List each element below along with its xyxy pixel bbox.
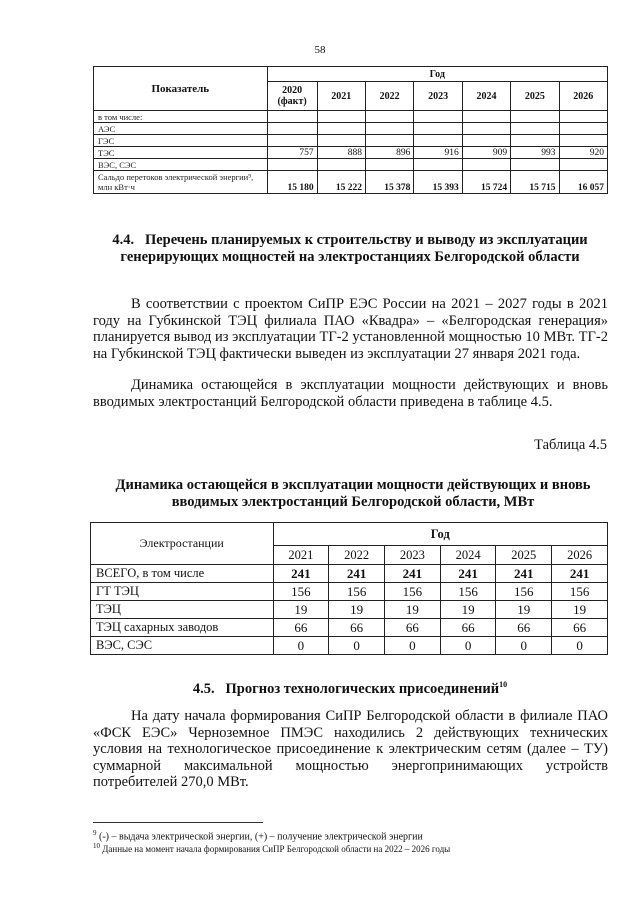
- cell: 920: [559, 147, 607, 159]
- cell: 0: [329, 637, 385, 655]
- row-label: ТЭС: [94, 147, 268, 159]
- cell: [511, 111, 559, 123]
- paragraph-text: В соответствии с проектом СиПР ЕЭС России на 2021 – 2027 годы в 2021 году на Губкинской ТЭЦ филиала ПАО «Квадра» – «Белгородская генерация» планируется вывод из эксплуатации ТГ-2 установленной мощностью 10 МВт. ТГ-2 на Губкинской ТЭЦ фактически выведен из эксплуатации 27 января 2021 года.: [93, 296, 608, 362]
- year-header: Год: [273, 523, 608, 546]
- year-cell: 2025: [496, 546, 552, 565]
- cell: 66: [496, 619, 552, 637]
- footnote-ref: 10: [499, 680, 508, 689]
- footnote-mark: 9: [93, 829, 97, 837]
- cell: [462, 123, 510, 135]
- cell: [559, 111, 607, 123]
- cell: [559, 135, 607, 147]
- station-header: Электростанции: [91, 523, 274, 565]
- section-4-4-heading: [90, 232, 610, 266]
- row-label: ВЭС, СЭС: [94, 159, 268, 171]
- cell: [414, 111, 462, 123]
- row-label: ВСЕГО, в том числе: [91, 565, 274, 583]
- row-label: ГТ ТЭЦ: [91, 583, 274, 601]
- cell: 156: [329, 583, 385, 601]
- footnote-divider: [93, 822, 263, 823]
- cell: 66: [273, 619, 329, 637]
- cell: [317, 159, 365, 171]
- year-cell: 2021: [273, 546, 329, 565]
- table-row: [94, 171, 608, 194]
- cell: 16 057: [559, 171, 607, 194]
- year-cell: 2022: [365, 82, 413, 111]
- cell: 15 724: [462, 171, 510, 194]
- paragraph-text: На дату начала формирования СиПР Белгородской области в филиале ПАО «ФСК ЕЭС» Черноземное ПМЭС находились 2 действующих технических условия на технологическое присоединение к электрическим сетям (далее – ТУ) суммарной максимальной мощностью энергопринимающих устройств потребителей 270,0 МВт.: [93, 708, 608, 790]
- cell: [267, 111, 317, 123]
- section-number: 4.4.: [112, 232, 135, 248]
- cell: 66: [329, 619, 385, 637]
- table-row: [94, 123, 608, 135]
- capacity-dynamics-table: [90, 522, 608, 655]
- paragraph-text: Динамика остающейся в эксплуатации мощности действующих и вновь вводимых электростанций Белгородской области приведена в таблице 4.5.: [93, 377, 608, 410]
- year-cell: 2026: [552, 546, 608, 565]
- cell: 896: [365, 147, 413, 159]
- table-caption: Таблица 4.5: [534, 437, 607, 453]
- table-row: [91, 619, 608, 637]
- row-label: Сальдо перетоков электрической энергии⁹, млн кВт·ч: [94, 171, 268, 194]
- table-row: [91, 637, 608, 655]
- cell: 15 393: [414, 171, 462, 194]
- section-number: 4.5.: [192, 680, 215, 697]
- section-title: Прогноз технологических присоединений: [225, 680, 500, 697]
- table-row: [94, 111, 608, 123]
- footnote-mark: 10: [93, 842, 100, 850]
- cell: [559, 159, 607, 171]
- cell: 66: [440, 619, 496, 637]
- paragraph: [93, 296, 608, 362]
- table-row: [91, 601, 608, 619]
- row-label: ГЭС: [94, 135, 268, 147]
- cell: [414, 159, 462, 171]
- cell: [317, 111, 365, 123]
- cell: [511, 135, 559, 147]
- cell: [559, 123, 607, 135]
- cell: [511, 159, 559, 171]
- cell: 19: [496, 601, 552, 619]
- year-cell: 2026: [559, 82, 607, 111]
- cell: 241: [440, 565, 496, 583]
- year-cell: 2024: [462, 82, 510, 111]
- cell: [317, 123, 365, 135]
- cell: 156: [273, 583, 329, 601]
- cell: [511, 123, 559, 135]
- cell: 66: [384, 619, 440, 637]
- paragraph: [93, 708, 608, 791]
- section-title: Перечень планируемых к строительству и выводу из эксплуатации генерирующих мощностей на электростанциях Белгородской области: [120, 232, 588, 265]
- cell: 19: [552, 601, 608, 619]
- cell: 0: [496, 637, 552, 655]
- table-row: [91, 565, 608, 583]
- row-label: ТЭЦ: [91, 601, 274, 619]
- cell: 241: [552, 565, 608, 583]
- cell: 156: [496, 583, 552, 601]
- cell: 916: [414, 147, 462, 159]
- cell: 19: [440, 601, 496, 619]
- paragraph: [93, 377, 608, 410]
- page-number: 58: [314, 44, 326, 56]
- row-label: АЭС: [94, 123, 268, 135]
- cell: [317, 135, 365, 147]
- cell: 15 222: [317, 171, 365, 194]
- year-header: Год: [267, 67, 607, 82]
- cell: 19: [273, 601, 329, 619]
- table-row: [94, 135, 608, 147]
- cell: [462, 111, 510, 123]
- cell: [365, 123, 413, 135]
- year-cell: 2020 (факт): [267, 82, 317, 111]
- cell: [414, 135, 462, 147]
- row-label: ВЭС, СЭС: [91, 637, 274, 655]
- cell: [267, 135, 317, 147]
- cell: 15 715: [511, 171, 559, 194]
- cell: 19: [329, 601, 385, 619]
- cell: 0: [552, 637, 608, 655]
- cell: 241: [329, 565, 385, 583]
- row-label: в том числе:: [94, 111, 268, 123]
- cell: [365, 159, 413, 171]
- section-4-5-heading: [90, 676, 610, 698]
- table-row: [91, 583, 608, 601]
- cell: 66: [552, 619, 608, 637]
- generation-balance-table: [93, 66, 608, 194]
- cell: 241: [273, 565, 329, 583]
- cell: 757: [267, 147, 317, 159]
- cell: 0: [440, 637, 496, 655]
- table-title: Динамика остающейся в эксплуатации мощности действующих и вновь вводимых электростанций Белгородской области, МВт: [115, 477, 591, 510]
- cell: 888: [317, 147, 365, 159]
- cell: [365, 135, 413, 147]
- year-cell: 2023: [414, 82, 462, 111]
- cell: 241: [496, 565, 552, 583]
- cell: 19: [384, 601, 440, 619]
- cell: 15 378: [365, 171, 413, 194]
- cell: 156: [384, 583, 440, 601]
- cell: 909: [462, 147, 510, 159]
- cell: 15 180: [267, 171, 317, 194]
- cell: [462, 135, 510, 147]
- cell: 241: [384, 565, 440, 583]
- cell: [365, 111, 413, 123]
- cell: 156: [440, 583, 496, 601]
- year-cell: 2023: [384, 546, 440, 565]
- cell: 0: [384, 637, 440, 655]
- year-cell: 2025: [511, 82, 559, 111]
- cell: 156: [552, 583, 608, 601]
- table-row: [94, 159, 608, 171]
- year-cell: 2021: [317, 82, 365, 111]
- cell: 993: [511, 147, 559, 159]
- cell: [267, 159, 317, 171]
- cell: [414, 123, 462, 135]
- footnote-text: Данные на момент начала формирования СиПР Белгородской области на 2022 – 2026 годы: [102, 844, 451, 854]
- indicator-header: Показатель: [94, 67, 268, 111]
- footnote: [93, 840, 613, 855]
- table-row: [94, 147, 608, 159]
- cell: [267, 123, 317, 135]
- cell: [462, 159, 510, 171]
- footnote-text: (-) – выдача электрической энергии, (+) – получение электрической энергии: [99, 831, 423, 843]
- cell: 0: [273, 637, 329, 655]
- row-label: ТЭЦ сахарных заводов: [91, 619, 274, 637]
- year-cell: 2024: [440, 546, 496, 565]
- year-cell: 2022: [329, 546, 385, 565]
